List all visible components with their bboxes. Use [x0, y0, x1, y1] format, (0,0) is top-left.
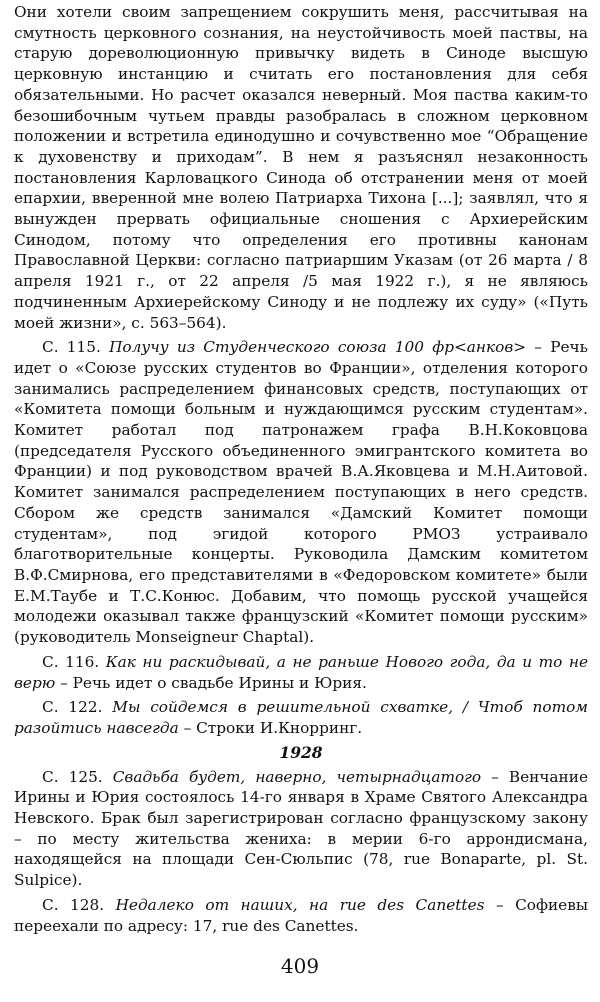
note-ref: С. 122.	[42, 698, 103, 717]
note-quote: Мы сойдемся в решительной схватке, / Чтоб потом разойтись навсегда	[14, 698, 588, 737]
note-text: Строки И.Кнорринг.	[196, 718, 363, 737]
page-number: 409	[280, 954, 320, 978]
note-text: Софиевы переехали по адресу: 17, rue des Canettes.	[14, 895, 588, 935]
note-page-122	[14, 697, 588, 738]
note-quote: Как ни раскидывай, а не раньше Нового года, да и то не верю	[14, 652, 589, 692]
note-text: Венчание Ирины и Юрия состоялось 14-го января в Храме Святого Александра Невского. Брак был зарегистрирован согласно французскому закону – по месту жительства жениха: в мерии 6-го аррондисмана, находящейся на площади Сен-Сюльпис (78, rue Bonaparte, pl. St. Sulpice).	[14, 767, 588, 890]
note-quote: Получу из Студенческого союза 100 фр<анков>	[109, 338, 527, 357]
note-page-116	[14, 652, 588, 693]
note-ref: С. 115.	[42, 338, 101, 357]
note-dash: –	[484, 895, 516, 914]
note-text: Речь идет о свадьбе Ирины и Юрия.	[72, 673, 367, 692]
note-ref: С. 116.	[42, 652, 100, 671]
note-quote: Свадьба будет, наверно, четырнадцатого	[112, 767, 482, 786]
note-text: Речь идет о «Союзе русских студентов во Франции», отделения которого занимались распределением финансовых средств, поступающих от «Комитета помощи больным и нуждающимся русским студентам». Комитет работал под патронажем графа В.Н.Коковцова (председателя Русского объединенного эмигрантского комитета во Франции) и под руководством врачей В.А.Яковцева и М.Н.Аитовой. Комитет занимался распределением поступающих в него средств. Сбором же средств занимался «Дамский Комитет помощи студентам», под эгидой которого РМОЗ устраивало благотворительные концерты. Руководила Дамским комитетом В.Ф.Смирнова, его представителями в «Федоровском комитете» были Е.М.Таубе и Т.С.Конюс. Добавим, что помощь русской учащейся молодежи оказывал также французский «Комитет помощи русским» (руководитель Monseigneur Chaptal).	[14, 338, 588, 647]
note-page-115	[14, 337, 588, 648]
note-dash: –	[55, 673, 73, 692]
note-ref: С. 128.	[42, 895, 105, 914]
note-page-125	[14, 767, 588, 891]
quote-paragraph: Они хотели своим запрещением сокрушить меня, рассчитывая на смутность церковного сознания, на неустойчивость моей паствы, на старую дореволюционную привычку видеть в Синоде высшую церковную инстанцию и считать его постановления для себя обязательными. Но расчет оказался неверный. Моя паства каким-то безошибочным чутьем правды разобралась в сложном церковном положении и встретила единодушно и сочувственно мое “Обращение к духовенству и приходам”. В нем я разъяснял незаконность постановления Карловацкого Синода об отстранении меня от моей епархии, вверенной мне волею Патриарха Тихона [...]; заявлял, что я вынужден прервать официальные сношения с Архиерейским Синодом, потому что определения его противны канонам Православной Церкви: согласно патриаршим Указам (от 26 марта / 8 апреля 1921 г., от 22 апреля /5 мая 1922 г.), я не являюсь подчиненным Архиерейскому Синоду и не подлежу их суду» («Путь моей жизни», с. 563–564).	[14, 3, 588, 332]
note-dash: –	[178, 718, 197, 737]
note-ref: С. 125.	[42, 767, 103, 786]
note-page-128	[14, 895, 588, 936]
note-quote: Недалеко от наших, на rue des Canettes	[115, 895, 485, 914]
note-dash: –	[526, 338, 551, 357]
note-dash: –	[481, 767, 509, 786]
year-heading: 1928	[279, 742, 323, 762]
